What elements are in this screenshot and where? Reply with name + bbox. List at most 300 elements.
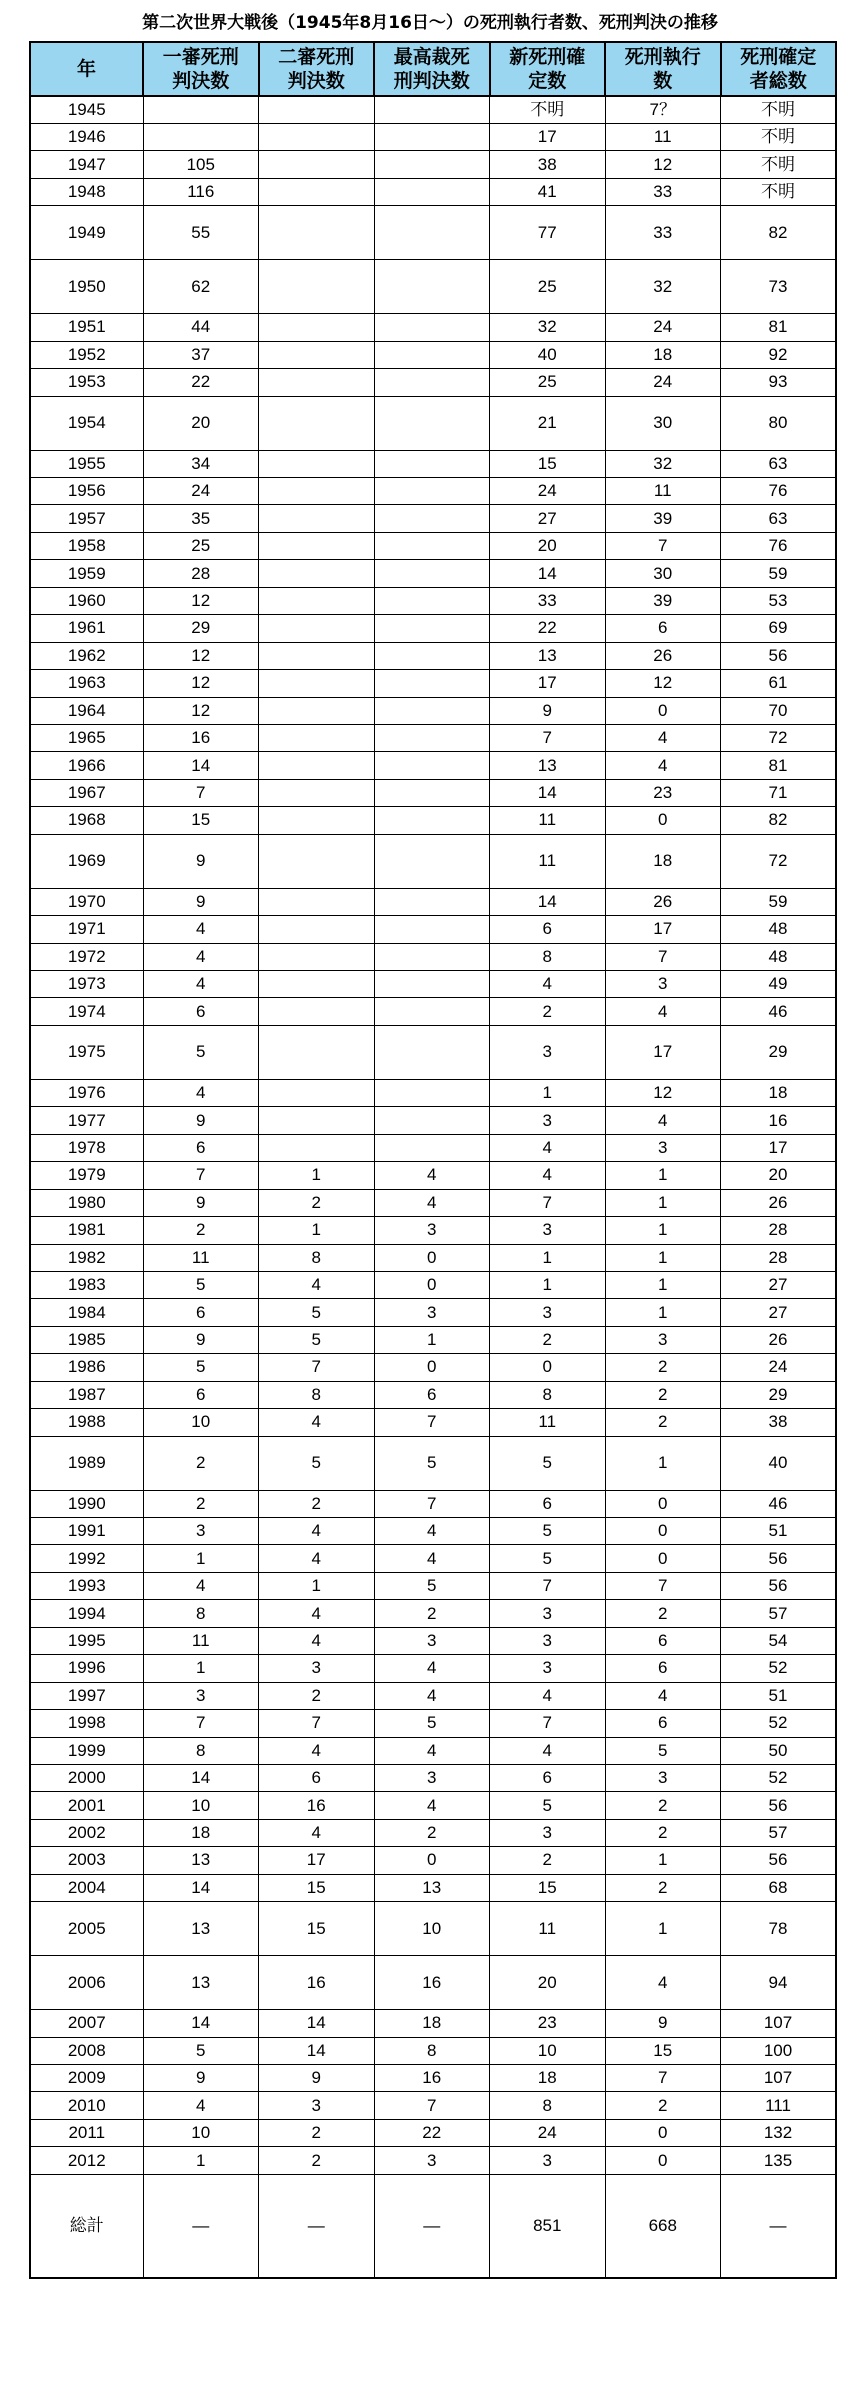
table-row	[30, 1409, 836, 1436]
table-cell: 71	[721, 779, 837, 806]
table-cell: 1	[259, 1572, 375, 1599]
table-cell: 63	[721, 505, 837, 532]
table-cell	[374, 998, 490, 1025]
year-cell: 1965	[30, 724, 143, 751]
table-cell: 1	[374, 1326, 490, 1353]
page-title: 第二次世界大戦後（1945年8月16日〜）の死刑執行者数、死刑判決の推移	[142, 12, 718, 33]
table-cell: 3	[374, 1217, 490, 1244]
table-row	[30, 2147, 836, 2174]
column-header-line: 最高裁死	[393, 46, 470, 68]
table-cell: 25	[490, 260, 606, 314]
table-cell: 6	[143, 1381, 259, 1408]
table-cell: 2	[374, 1600, 490, 1627]
table-cell: 5	[143, 2037, 259, 2064]
year-cell: 1988	[30, 1409, 143, 1436]
table-cell: 14	[490, 888, 606, 915]
table-cell: 5	[259, 1299, 375, 1326]
column-header	[721, 42, 837, 96]
table-cell: 3	[605, 1134, 721, 1161]
table-cell: 9	[143, 2065, 259, 2092]
table-cell: 4	[374, 1162, 490, 1189]
table-cell	[259, 96, 375, 123]
table-cell: 38	[721, 1409, 837, 1436]
table-row	[30, 1079, 836, 1106]
table-cell: 56	[721, 1847, 837, 1874]
table-row	[30, 1710, 836, 1737]
table-row	[30, 998, 836, 1025]
year-cell: 2006	[30, 1956, 143, 2010]
table-cell: 12	[143, 642, 259, 669]
table-cell: 2	[259, 1490, 375, 1517]
column-header-line: 判決数	[287, 70, 345, 92]
table-cell: 2	[605, 2092, 721, 2119]
column-header	[259, 42, 375, 96]
table-cell: 105	[143, 151, 259, 178]
table-cell: 7	[374, 1490, 490, 1517]
table-cell: 6	[490, 1490, 606, 1517]
table-cell: 107	[721, 2065, 837, 2092]
table-cell: 56	[721, 1545, 837, 1572]
table-cell	[143, 96, 259, 123]
table-cell: 7	[490, 1189, 606, 1216]
table-row	[30, 724, 836, 751]
year-cell: 1964	[30, 697, 143, 724]
table-cell: 1	[605, 1847, 721, 1874]
year-cell: 1975	[30, 1025, 143, 1079]
table-cell: 4	[259, 1819, 375, 1846]
year-cell: 2012	[30, 2147, 143, 2174]
table-row	[30, 2119, 836, 2146]
table-cell: 3	[605, 1326, 721, 1353]
table-cell: 2	[143, 1217, 259, 1244]
year-cell: 1977	[30, 1107, 143, 1134]
table-cell: 4	[490, 971, 606, 998]
table-cell: 55	[143, 206, 259, 260]
table-row	[30, 450, 836, 477]
table-cell: 4	[605, 998, 721, 1025]
table-cell: 18	[143, 1819, 259, 1846]
table-cell: 34	[143, 450, 259, 477]
table-row	[30, 834, 836, 888]
year-cell: 1969	[30, 834, 143, 888]
table-cell	[259, 1107, 375, 1134]
table-cell	[374, 971, 490, 998]
table-cell: 17	[605, 1025, 721, 1079]
total-cell: —	[143, 2174, 259, 2278]
table-cell: 15	[259, 1902, 375, 1956]
table-row	[30, 1025, 836, 1079]
table-row	[30, 369, 836, 396]
table-cell: 11	[143, 1627, 259, 1654]
table-cell: 50	[721, 1737, 837, 1764]
table-row	[30, 2092, 836, 2119]
table-cell: 72	[721, 834, 837, 888]
table-cell: 4	[490, 1134, 606, 1161]
table-cell: 32	[605, 260, 721, 314]
table-cell: 0	[374, 1847, 490, 1874]
table-cell	[374, 779, 490, 806]
table-cell: 7	[259, 1354, 375, 1381]
table-cell	[374, 807, 490, 834]
table-row	[30, 807, 836, 834]
table-cell: 9	[143, 1189, 259, 1216]
year-cell: 2008	[30, 2037, 143, 2064]
table-cell: 7	[259, 1710, 375, 1737]
table-row	[30, 314, 836, 341]
column-header	[374, 42, 490, 96]
table-cell: 11	[605, 123, 721, 150]
table-cell: 29	[721, 1025, 837, 1079]
table-cell: 2	[259, 2119, 375, 2146]
table-cell	[259, 971, 375, 998]
table-cell	[374, 670, 490, 697]
year-cell: 1979	[30, 1162, 143, 1189]
table-cell: 21	[490, 396, 606, 450]
table-cell: 1	[490, 1271, 606, 1298]
table-cell: 4	[259, 1271, 375, 1298]
table-cell: 9	[605, 2010, 721, 2037]
table-cell	[374, 1107, 490, 1134]
year-cell: 1997	[30, 1682, 143, 1709]
table-cell: 4	[374, 1792, 490, 1819]
table-cell: 116	[143, 178, 259, 205]
table-cell: 4	[143, 2092, 259, 2119]
table-row	[30, 971, 836, 998]
year-cell: 1973	[30, 971, 143, 998]
table-cell: 0	[605, 697, 721, 724]
table-cell: 26	[721, 1189, 837, 1216]
table-cell: 111	[721, 2092, 837, 2119]
table-row	[30, 1518, 836, 1545]
table-cell: 94	[721, 1956, 837, 2010]
table-cell: 68	[721, 1874, 837, 1901]
table-row	[30, 123, 836, 150]
table-cell	[374, 834, 490, 888]
table-cell: 11	[490, 807, 606, 834]
table-row	[30, 642, 836, 669]
table-cell: 59	[721, 888, 837, 915]
year-cell: 1962	[30, 642, 143, 669]
table-cell: 3	[259, 2092, 375, 2119]
table-row	[30, 1627, 836, 1654]
table-cell	[374, 450, 490, 477]
table-cell: 4	[143, 1572, 259, 1599]
table-row	[30, 1490, 836, 1517]
table-cell: 72	[721, 724, 837, 751]
table-cell: 12	[143, 670, 259, 697]
year-cell: 1952	[30, 341, 143, 368]
table-cell: 5	[259, 1326, 375, 1353]
table-cell: 3	[374, 1299, 490, 1326]
table-cell	[374, 888, 490, 915]
year-cell: 1967	[30, 779, 143, 806]
table-row	[30, 587, 836, 614]
table-cell	[259, 478, 375, 505]
year-cell: 1960	[30, 587, 143, 614]
table-cell: 29	[143, 615, 259, 642]
table-cell: 30	[605, 396, 721, 450]
table-cell: 7	[143, 779, 259, 806]
table-cell: 13	[490, 752, 606, 779]
year-cell: 1957	[30, 505, 143, 532]
table-cell: 6	[605, 1627, 721, 1654]
table-cell: 4	[143, 1079, 259, 1106]
column-header	[605, 42, 721, 96]
table-cell: 2	[605, 1381, 721, 1408]
table-cell: 3	[374, 2147, 490, 2174]
table-cell	[374, 587, 490, 614]
table-cell: 8	[143, 1600, 259, 1627]
table-cell: 5	[374, 1710, 490, 1737]
table-cell: 13	[143, 1847, 259, 1874]
year-cell: 1948	[30, 178, 143, 205]
table-cell: 4	[605, 752, 721, 779]
table-cell: 0	[605, 1545, 721, 1572]
table-cell: 25	[143, 532, 259, 559]
table-cell: 2	[143, 1490, 259, 1517]
table-cell: 4	[259, 1409, 375, 1436]
year-cell: 1953	[30, 369, 143, 396]
table-cell: 15	[605, 2037, 721, 2064]
table-cell: 7？	[605, 96, 721, 123]
table-cell: 16	[374, 2065, 490, 2092]
table-row	[30, 151, 836, 178]
table-cell: 24	[490, 478, 606, 505]
total-label: 総計	[30, 2174, 143, 2278]
year-cell: 2001	[30, 1792, 143, 1819]
table-cell: 63	[721, 450, 837, 477]
table-row	[30, 1874, 836, 1901]
table-cell	[374, 1134, 490, 1161]
table-row	[30, 1189, 836, 1216]
table-cell: 25	[490, 369, 606, 396]
table-cell: 15	[490, 1874, 606, 1901]
column-header-line: 刑判決数	[393, 70, 470, 92]
column-header-line: 死刑執行	[624, 46, 701, 68]
table-cell: 6	[490, 1764, 606, 1791]
total-cell: —	[259, 2174, 375, 2278]
column-header-line: 者総数	[749, 70, 807, 92]
year-cell: 1974	[30, 998, 143, 1025]
column-header-line: 新死刑確	[509, 46, 586, 68]
year-cell: 1963	[30, 670, 143, 697]
table-cell: 9	[143, 888, 259, 915]
column-header	[143, 42, 259, 96]
table-cell: 2	[259, 1682, 375, 1709]
table-cell: 6	[374, 1381, 490, 1408]
table-cell: 7	[143, 1162, 259, 1189]
table-cell: 11	[605, 478, 721, 505]
table-cell: 40	[721, 1436, 837, 1490]
table-row	[30, 888, 836, 915]
table-cell	[259, 1134, 375, 1161]
table-cell	[259, 532, 375, 559]
table-cell: 69	[721, 615, 837, 642]
table-cell: 2	[605, 1409, 721, 1436]
year-cell: 1998	[30, 1710, 143, 1737]
table-cell	[374, 178, 490, 205]
table-cell: 53	[721, 587, 837, 614]
table-cell	[259, 724, 375, 751]
year-cell: 1994	[30, 1600, 143, 1627]
table-cell	[259, 260, 375, 314]
table-cell: 3	[490, 2147, 606, 2174]
table-cell: 37	[143, 341, 259, 368]
table-cell	[374, 505, 490, 532]
year-cell: 1999	[30, 1737, 143, 1764]
table-cell: 14	[143, 752, 259, 779]
table-cell: 24	[721, 1354, 837, 1381]
table-cell: 3	[374, 1627, 490, 1654]
table-cell: 3	[143, 1518, 259, 1545]
year-cell: 1980	[30, 1189, 143, 1216]
column-header	[30, 42, 143, 96]
table-cell: 4	[490, 1682, 606, 1709]
table-cell	[259, 314, 375, 341]
table-cell	[374, 532, 490, 559]
table-cell: 2	[605, 1819, 721, 1846]
table-cell: 12	[605, 670, 721, 697]
year-cell: 1950	[30, 260, 143, 314]
table-cell: 27	[490, 505, 606, 532]
table-row	[30, 96, 836, 123]
table-cell: 5	[605, 1737, 721, 1764]
table-cell	[259, 587, 375, 614]
table-cell	[259, 615, 375, 642]
table-cell: 7	[605, 2065, 721, 2092]
table-cell: 不明	[721, 96, 837, 123]
table-row	[30, 1764, 836, 1791]
table-cell: 14	[490, 779, 606, 806]
table-cell: 0	[605, 2119, 721, 2146]
table-cell: 不明	[490, 96, 606, 123]
year-cell: 1993	[30, 1572, 143, 1599]
table-cell: 5	[490, 1792, 606, 1819]
table-cell: 73	[721, 260, 837, 314]
table-cell	[259, 697, 375, 724]
table-cell: 8	[259, 1381, 375, 1408]
table-row	[30, 532, 836, 559]
total-cell: 668	[605, 2174, 721, 2278]
table-cell: 54	[721, 1627, 837, 1654]
table-cell: 5	[490, 1436, 606, 1490]
table-cell: 49	[721, 971, 837, 998]
table-cell: 8	[143, 1737, 259, 1764]
table-cell: 44	[143, 314, 259, 341]
table-cell: 3	[490, 1217, 606, 1244]
table-cell: 18	[605, 341, 721, 368]
table-cell: 5	[490, 1545, 606, 1572]
column-header-line: 二審死刑	[278, 46, 355, 68]
table-cell: 1	[143, 2147, 259, 2174]
total-cell: —	[721, 2174, 837, 2278]
table-cell: 35	[143, 505, 259, 532]
table-cell: 24	[490, 2119, 606, 2146]
table-cell: 4	[259, 1600, 375, 1627]
table-cell: 1	[605, 1244, 721, 1271]
table-cell	[374, 478, 490, 505]
table-cell: 3	[259, 1655, 375, 1682]
table-cell: 30	[605, 560, 721, 587]
year-cell: 1983	[30, 1271, 143, 1298]
table-cell	[374, 151, 490, 178]
year-cell: 1996	[30, 1655, 143, 1682]
table-cell	[259, 834, 375, 888]
table-cell: 9	[143, 1107, 259, 1134]
table-cell: 7	[605, 1572, 721, 1599]
table-cell: 17	[721, 1134, 837, 1161]
table-cell	[259, 807, 375, 834]
table-cell: 13	[143, 1956, 259, 2010]
table-cell: 0	[490, 1354, 606, 1381]
table-cell: 9	[143, 834, 259, 888]
column-header	[490, 42, 606, 96]
table-cell: 12	[143, 697, 259, 724]
table-cell: 1	[605, 1189, 721, 1216]
year-cell: 2003	[30, 1847, 143, 1874]
table-row	[30, 1134, 836, 1161]
table-cell: 7	[490, 1572, 606, 1599]
table-cell: 80	[721, 396, 837, 450]
table-row	[30, 560, 836, 587]
table-row	[30, 779, 836, 806]
table-cell: 18	[374, 2010, 490, 2037]
table-cell: 14	[259, 2037, 375, 2064]
table-cell: 56	[721, 1572, 837, 1599]
table-cell: 3	[490, 1107, 606, 1134]
table-cell: 51	[721, 1682, 837, 1709]
table-cell: 16	[143, 724, 259, 751]
table-cell	[259, 998, 375, 1025]
year-cell: 1971	[30, 916, 143, 943]
table-cell: 20	[490, 532, 606, 559]
table-cell: 7	[374, 2092, 490, 2119]
table-row	[30, 505, 836, 532]
table-row	[30, 670, 836, 697]
column-header-line: 死刑確定	[740, 46, 817, 68]
table-cell	[259, 369, 375, 396]
table-cell: 2	[374, 1819, 490, 1846]
table-cell: 0	[605, 1518, 721, 1545]
table-cell: 24	[143, 478, 259, 505]
table-cell: 82	[721, 206, 837, 260]
year-cell: 1959	[30, 560, 143, 587]
table-cell: 8	[490, 2092, 606, 2119]
table-cell	[259, 1079, 375, 1106]
table-cell: 29	[721, 1381, 837, 1408]
year-cell: 2004	[30, 1874, 143, 1901]
table-cell	[374, 560, 490, 587]
table-cell	[259, 779, 375, 806]
table-cell: 16	[259, 1956, 375, 2010]
table-row	[30, 1162, 836, 1189]
table-cell: 不明	[721, 178, 837, 205]
year-cell: 1970	[30, 888, 143, 915]
table-cell: 1	[490, 1079, 606, 1106]
column-header-line: 数	[653, 70, 673, 92]
table-cell	[374, 206, 490, 260]
table-row	[30, 1436, 836, 1490]
table-cell: 107	[721, 2010, 837, 2037]
table-cell: 8	[259, 1244, 375, 1271]
table-cell: 92	[721, 341, 837, 368]
table-cell: 20	[490, 1956, 606, 2010]
table-cell: 7	[143, 1710, 259, 1737]
table-cell: 10	[143, 2119, 259, 2146]
table-row	[30, 1847, 836, 1874]
table-cell: 56	[721, 642, 837, 669]
table-cell: 6	[490, 916, 606, 943]
